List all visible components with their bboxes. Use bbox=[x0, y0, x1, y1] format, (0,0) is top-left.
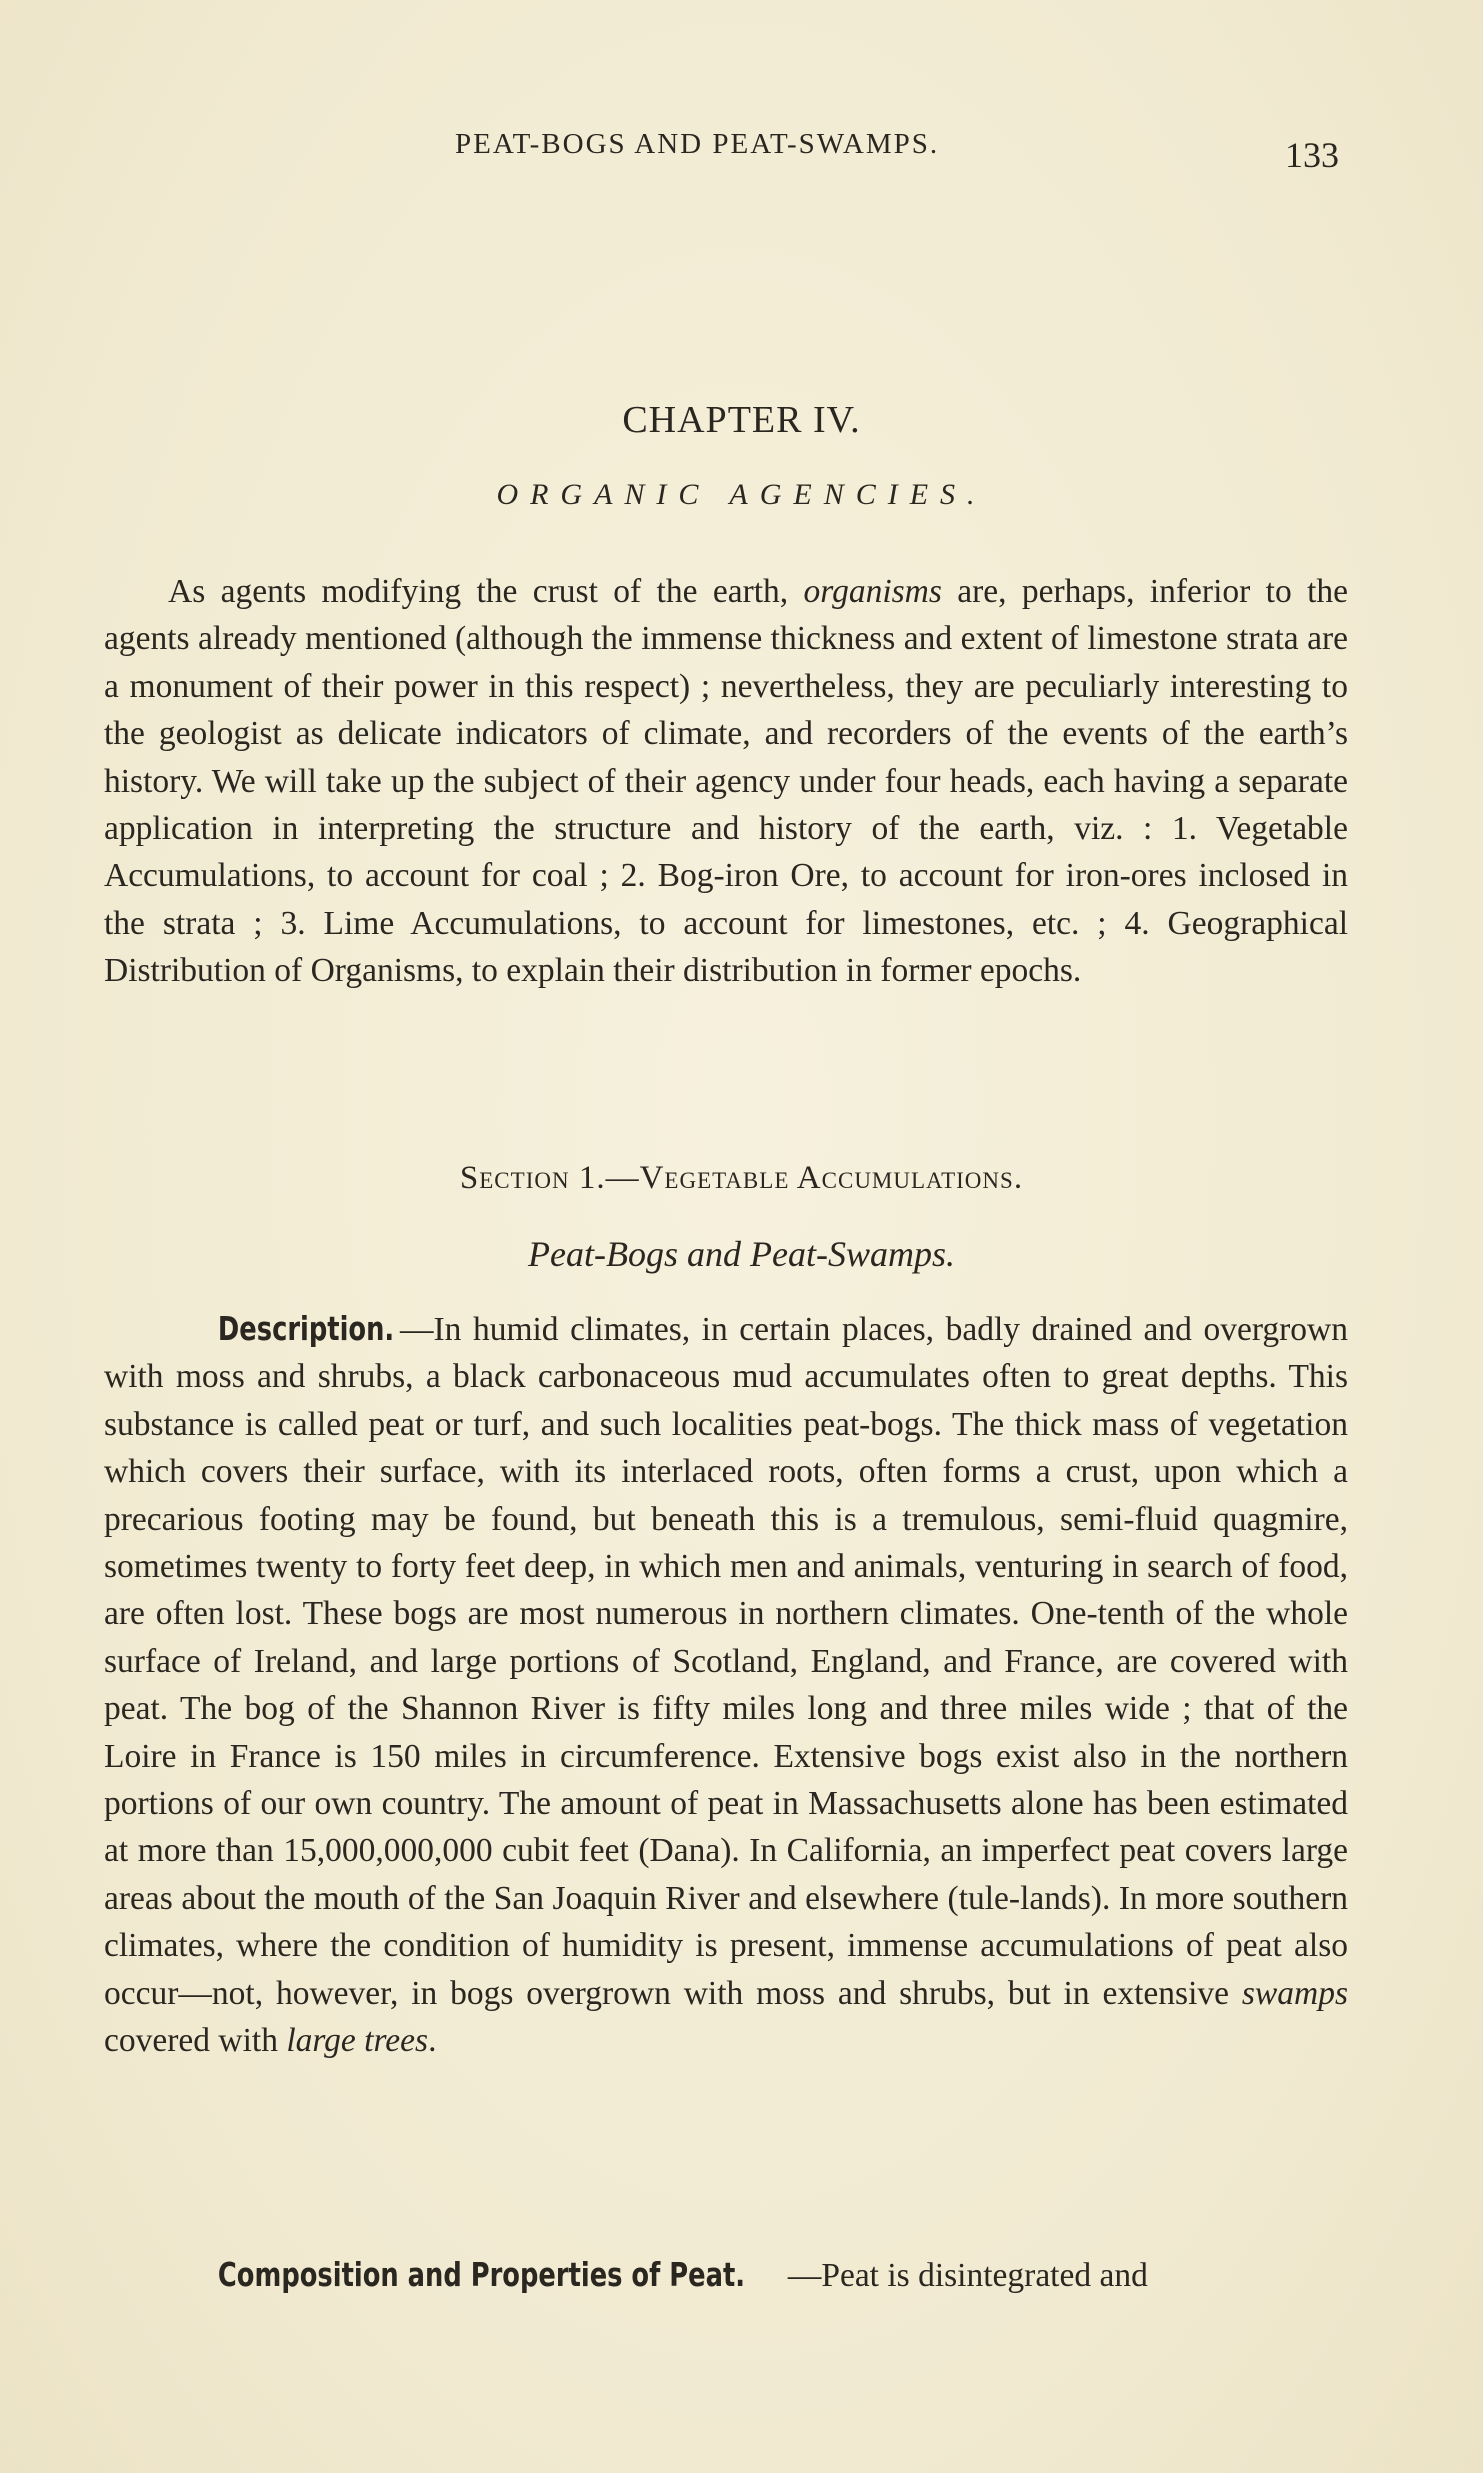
description-italic-large-trees: large trees bbox=[286, 2022, 429, 2060]
composition-run-in-heading: Composition and Properties of Peat. bbox=[217, 2255, 746, 2294]
intro-italic-organisms: organisms bbox=[803, 573, 942, 610]
description-text: —In humid climates, in certain places, badly drained and overgrown with moss and shrubs, a black carbonaceous mud accumulates often to great depths. This substance is called peat or turf, and such localities peat-bogs. The thick mass of vegetation which covers their surface, with its interlaced roots, often forms a crust, upon which a precarious footing may be found, but beneath this is a tremulous, semi-fluid quagmire, sometimes twenty to forty feet deep, in which men and animals, venturing in search of food, are often lost. These bogs are most numerous in northern climates. One-tenth of the whole surface of Ireland, and large portions of Scotland, England, and France, are covered with peat. The bog of the Shannon River is fifty miles long and three miles wide ; that of the Loire in France is 150 miles in circumference. Extensive bogs exist also in the northern portions of our own country. The amount of peat in Massachusetts alone has been estimated at more than 15,000,000,000 cubit feet (Dana). In California, an imperfect peat covers large areas about the mouth of the San Joaquin River and elsewhere (tule-lands). In more southern climates, where the condition of humidity is present, immense accumulations of peat also occur—not, however, in bogs overgrown with moss and shrubs, but in extensive bbox=[104, 1311, 1348, 2012]
intro-paragraph bbox=[104, 568, 1348, 995]
description-text-3: . bbox=[428, 2022, 437, 2060]
running-title: PEAT-BOGS AND PEAT-SWAMPS. bbox=[455, 128, 940, 160]
composition-paragraph bbox=[104, 2251, 1348, 2299]
description-paragraph bbox=[104, 1305, 1348, 2065]
description-run-in-heading: Description. bbox=[217, 1309, 395, 1348]
chapter-subtitle: ORGANIC AGENCIES. bbox=[496, 478, 987, 511]
subsection-heading: Peat-Bogs and Peat-Swamps. bbox=[528, 1234, 955, 1274]
description-italic-swamps: swamps bbox=[1241, 1974, 1348, 2012]
running-header bbox=[0, 128, 1483, 178]
composition-text: —Peat is disintegrated and bbox=[787, 2257, 1148, 2294]
intro-text-rest: are, perhaps, inferior to the agents already mentioned (although the immense thickness and extent of limestone strata are a monument of their power in this respect) ; nevertheless, they are peculiarly interesting to the geologist as delicate indicators of climate, and recorders of the events of the earth’s history. We will take up the subject of their agency under four heads, each having a separate application in interpreting the structure and history of the earth, viz. : 1. Vegetable Accumulations, to account for coal ; 2. Bog-iron Ore, to account for iron-ores inclosed in the strata ; 3. Lime Accumulations, to account for limestones, etc. ; 4. Geographical Distribution of Organisms, to explain their distribution in former epochs. bbox=[104, 573, 1348, 990]
page-number: 133 bbox=[1285, 135, 1339, 175]
description-text-2: covered with bbox=[104, 2022, 287, 2060]
intro-text-start: As agents modifying the crust of the earth, bbox=[168, 573, 804, 610]
chapter-title: CHAPTER IV. bbox=[622, 399, 861, 441]
section-heading: Section 1.—Vegetable Accumulations. bbox=[459, 1160, 1024, 1196]
